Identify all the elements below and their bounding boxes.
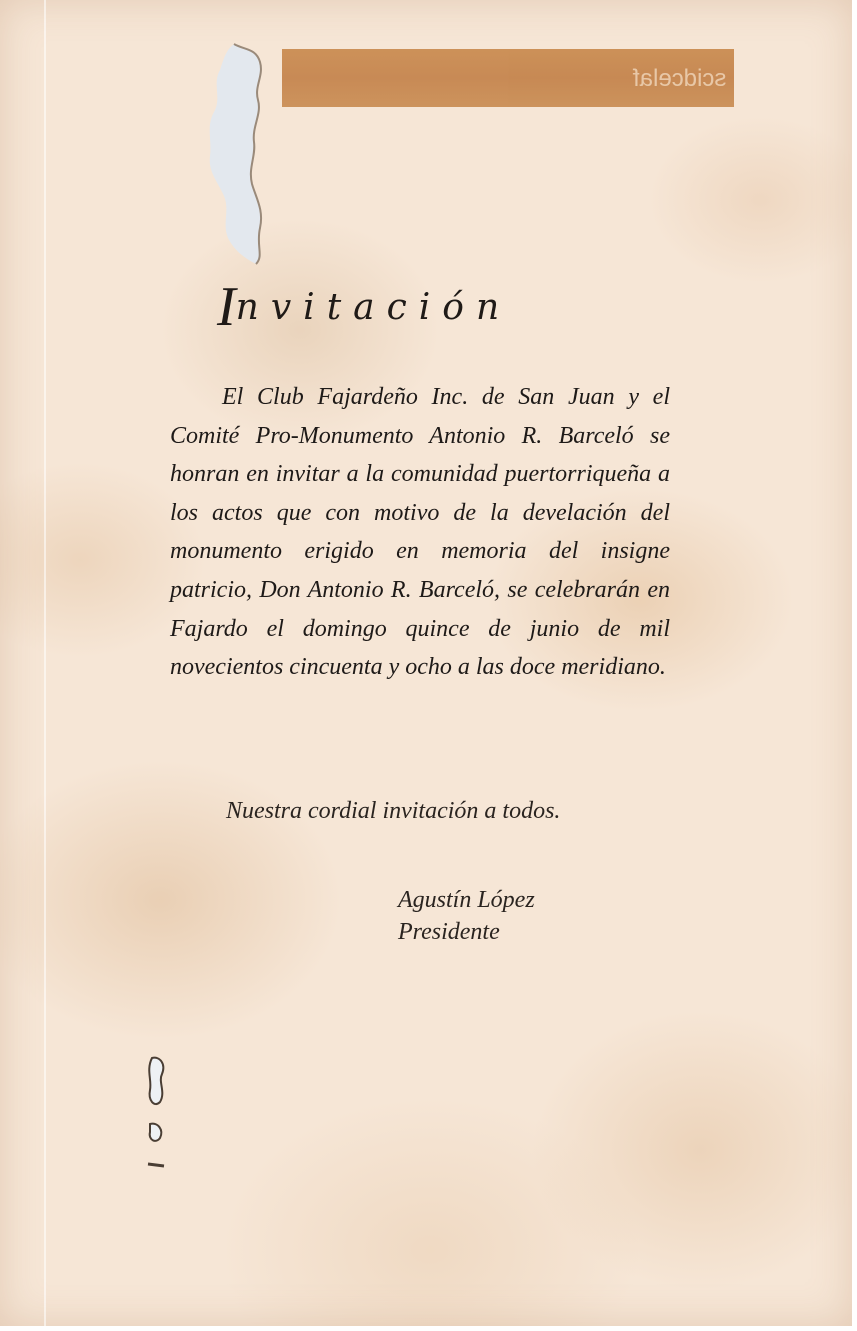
signer-role: Presidente bbox=[398, 919, 500, 945]
closing-line: Nuestra cordial invitación a todos. bbox=[226, 798, 561, 824]
invitation-body: El Club Fajardeño Inc. de San Juan y el Comité Pro-Monumento Antonio R. Barceló se honran en invitar a la comunidad puertorriqueña a los actos que con motivo de la develación del monumento erigido en memoria del insigne patricio, Don Antonio R. Barceló, se celebrarán en Fajardo el domingo quince de junio de mil novecientos cincuenta y ocho a las doce meridiano. bbox=[170, 384, 670, 681]
signer-name: Agustín López bbox=[398, 887, 535, 913]
signature-block bbox=[398, 884, 535, 948]
title-rest: nvitación bbox=[235, 287, 512, 328]
title-initial: I bbox=[217, 276, 236, 338]
invitation-title bbox=[215, 275, 511, 339]
binding-holes bbox=[138, 1052, 178, 1182]
paper-tear bbox=[204, 42, 268, 266]
tape-show-through-text: scidcelaf bbox=[632, 65, 726, 92]
tape-strip bbox=[282, 49, 734, 107]
fold-line bbox=[44, 0, 46, 1326]
